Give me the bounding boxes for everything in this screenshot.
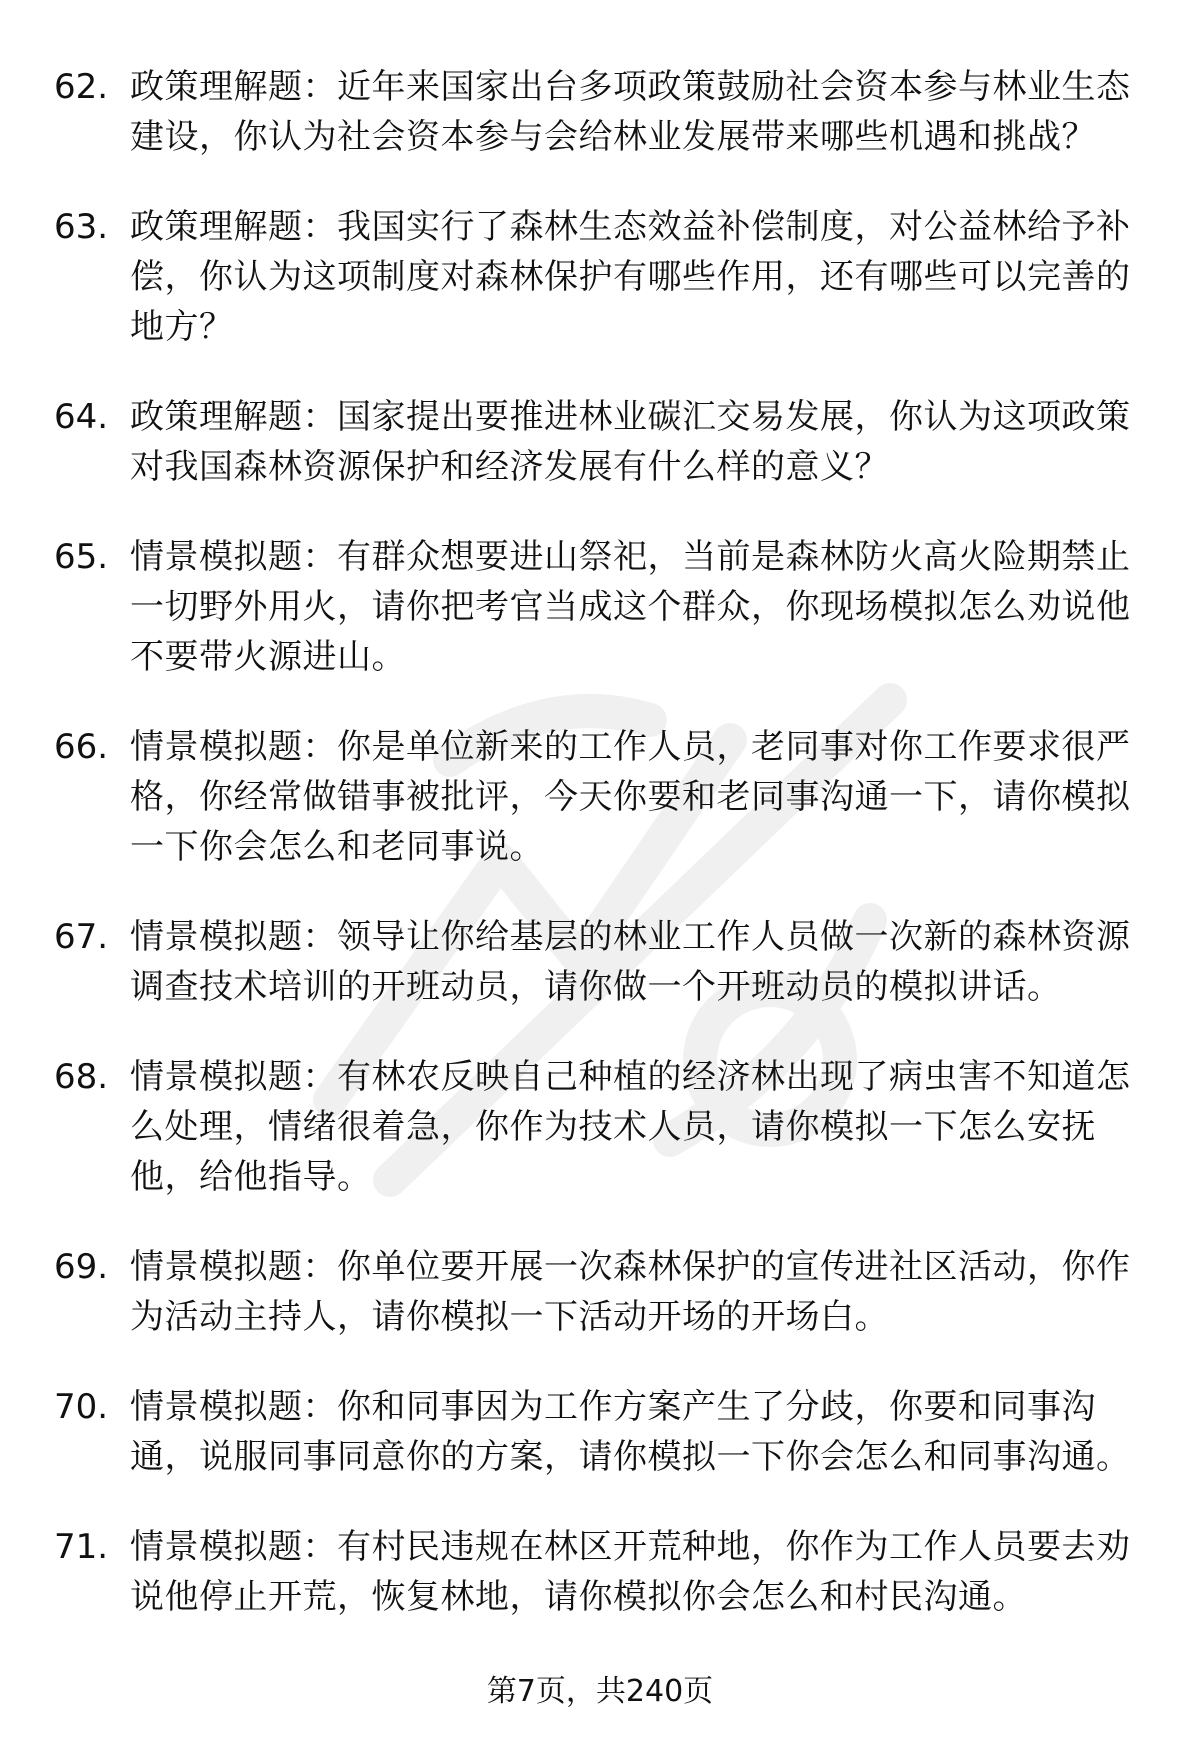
- question-item: [0, 532, 1200, 682]
- question-text: 情景模拟题：有村民违规在林区开荒种地，你作为工作人员要去劝说他停止开荒，恢复林地，请你模拟你会怎么和村民沟通。: [130, 1527, 1131, 1617]
- question-number: 64.: [54, 397, 109, 437]
- question-list: [0, 62, 1200, 1662]
- question-item: [0, 62, 1200, 162]
- question-item: [0, 202, 1200, 352]
- question-number: 65.: [54, 537, 109, 577]
- question-item: [0, 912, 1200, 1012]
- question-number: 66.: [54, 727, 109, 767]
- question-item: [0, 1382, 1200, 1482]
- question-item: [0, 1052, 1200, 1202]
- question-item: [0, 1242, 1200, 1342]
- question-number: 62.: [54, 67, 109, 107]
- question-number: 63.: [54, 207, 109, 247]
- question-item: [0, 1522, 1200, 1622]
- question-text: 情景模拟题：领导让你给基层的林业工作人员做一次新的森林资源调查技术培训的开班动员，请你做一个开班动员的模拟讲话。: [130, 917, 1131, 1007]
- page-footer: 第7页，共240页: [486, 1674, 714, 1709]
- question-number: 71.: [54, 1527, 109, 1567]
- question-text: 情景模拟题：有群众想要进山祭祀，当前是森林防火高火险期禁止一切野外用火，请你把考官当成这个群众，你现场模拟怎么劝说他不要带火源进山。: [130, 537, 1131, 677]
- question-text: 政策理解题：国家提出要推进林业碳汇交易发展，你认为这项政策对我国森林资源保护和经济发展有什么样的意义？: [130, 397, 1131, 487]
- question-item: [0, 722, 1200, 872]
- question-number: 67.: [54, 917, 109, 957]
- question-number: 69.: [54, 1247, 109, 1287]
- question-number: 68.: [54, 1057, 109, 1097]
- question-text: 政策理解题：近年来国家出台多项政策鼓励社会资本参与林业生态建设，你认为社会资本参与会给林业发展带来哪些机遇和挑战？: [130, 67, 1131, 157]
- question-item: [0, 392, 1200, 492]
- question-text: 情景模拟题：你和同事因为工作方案产生了分歧，你要和同事沟通，说服同事同意你的方案，请你模拟一下你会怎么和同事沟通。: [130, 1387, 1131, 1477]
- question-text: 情景模拟题：你单位要开展一次森林保护的宣传进社区活动，你作为活动主持人，请你模拟一下活动开场的开场白。: [130, 1247, 1131, 1337]
- question-text: 政策理解题：我国实行了森林生态效益补偿制度，对公益林给予补偿，你认为这项制度对森林保护有哪些作用，还有哪些可以完善的地方？: [130, 207, 1131, 347]
- question-text: 情景模拟题：有林农反映自己种植的经济林出现了病虫害不知道怎么处理，情绪很着急，你作为技术人员，请你模拟一下怎么安抚他，给他指导。: [130, 1057, 1131, 1197]
- question-number: 70.: [54, 1387, 109, 1427]
- question-text: 情景模拟题：你是单位新来的工作人员，老同事对你工作要求很严格，你经常做错事被批评，今天你要和老同事沟通一下，请你模拟一下你会怎么和老同事说。: [130, 727, 1131, 867]
